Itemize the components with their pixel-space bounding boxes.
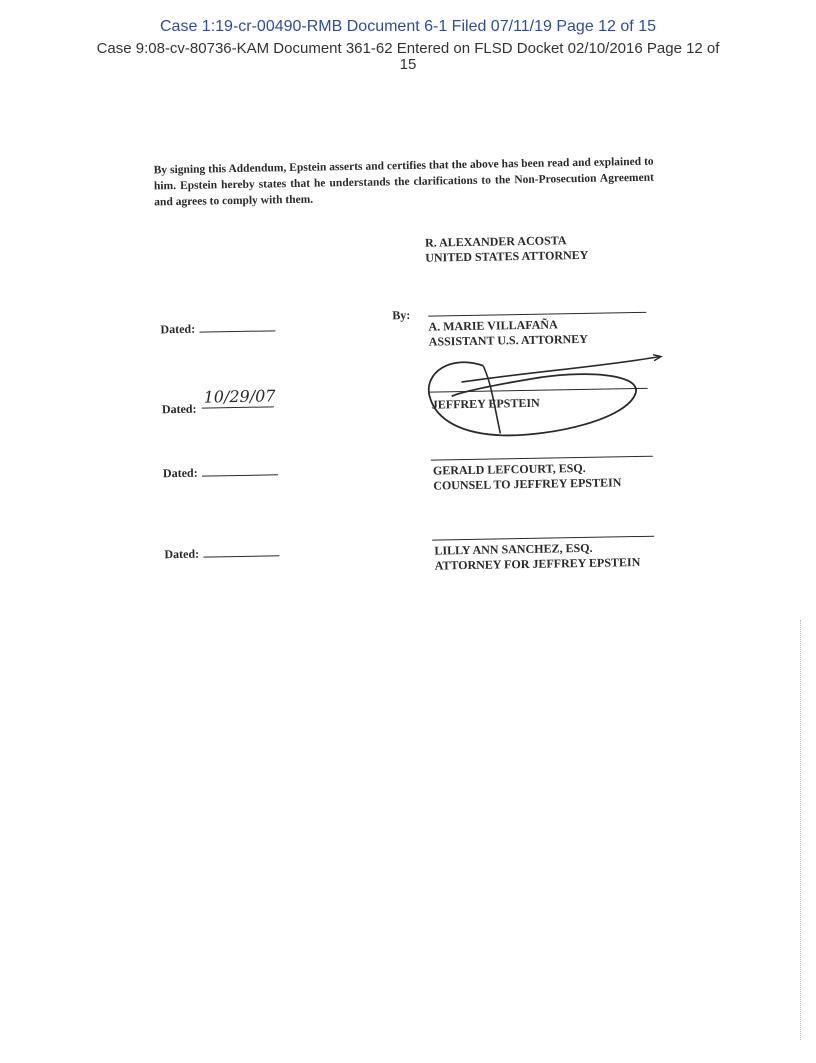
dated-line-3: [163, 464, 278, 481]
case-header-primary: Case 1:19-cr-00490-RMB Document 6-1 Filed 07/11/19 Page 12 of 15: [160, 18, 656, 35]
dated-label: Dated:: [164, 546, 200, 562]
signatory-name: A. MARIE VILLAFAÑA: [428, 317, 558, 334]
date-blank-line: [202, 474, 278, 476]
signatory-block-3: [433, 460, 622, 493]
signatory-title: COUNSEL TO JEFFREY EPSTEIN: [433, 475, 622, 493]
us-attorney-block: [425, 233, 589, 266]
date-blank-line: [203, 555, 279, 557]
certification-paragraph: By signing this Addendum, Epstein asserts and certifies that the above has been read and explained to him. Epstein hereby states that he understands the clarifications to the Non-Prosecution Agreement and agrees to comply with them.: [153, 155, 655, 209]
date-blank-line: [199, 330, 275, 332]
case-header-secondary: Case 9:08-cv-80736-KAM Document 361-62 Entered on FLSD Docket 02/10/2016 Page 12 of: [96, 40, 720, 57]
dated-line-1: [160, 320, 275, 337]
signatory-title: ATTORNEY FOR JEFFREY EPSTEIN: [434, 554, 641, 573]
signatory-name: LILLY ANN SANCHEZ, ESQ.: [434, 540, 593, 558]
by-label: By:: [392, 307, 411, 323]
signatory-block-1: [428, 317, 588, 350]
dated-label: Dated:: [161, 401, 197, 417]
dated-line-4: [164, 545, 279, 562]
us-attorney-name: R. ALEXANDER ACOSTA: [424, 233, 567, 250]
signatory-title: ASSISTANT U.S. ATTORNEY: [428, 331, 588, 349]
date-underline: [202, 406, 274, 408]
signatory-name: GERALD LEFCOURT, ESQ.: [432, 460, 586, 478]
signatory-block-4: [434, 540, 640, 574]
dated-label: Dated:: [162, 465, 198, 481]
dated-line-2: [162, 402, 197, 418]
scan-edge-artifact: [800, 620, 802, 1040]
case-header-secondary-continued: 15: [399, 56, 417, 73]
signatory-name-2: JEFFREY EPSTEIN: [431, 395, 540, 412]
signature-line-1: [428, 312, 646, 317]
us-attorney-title: UNITED STATES ATTORNEY: [425, 247, 589, 265]
dated-label: Dated:: [160, 321, 196, 337]
handwritten-date: 10/29/07: [203, 386, 276, 407]
